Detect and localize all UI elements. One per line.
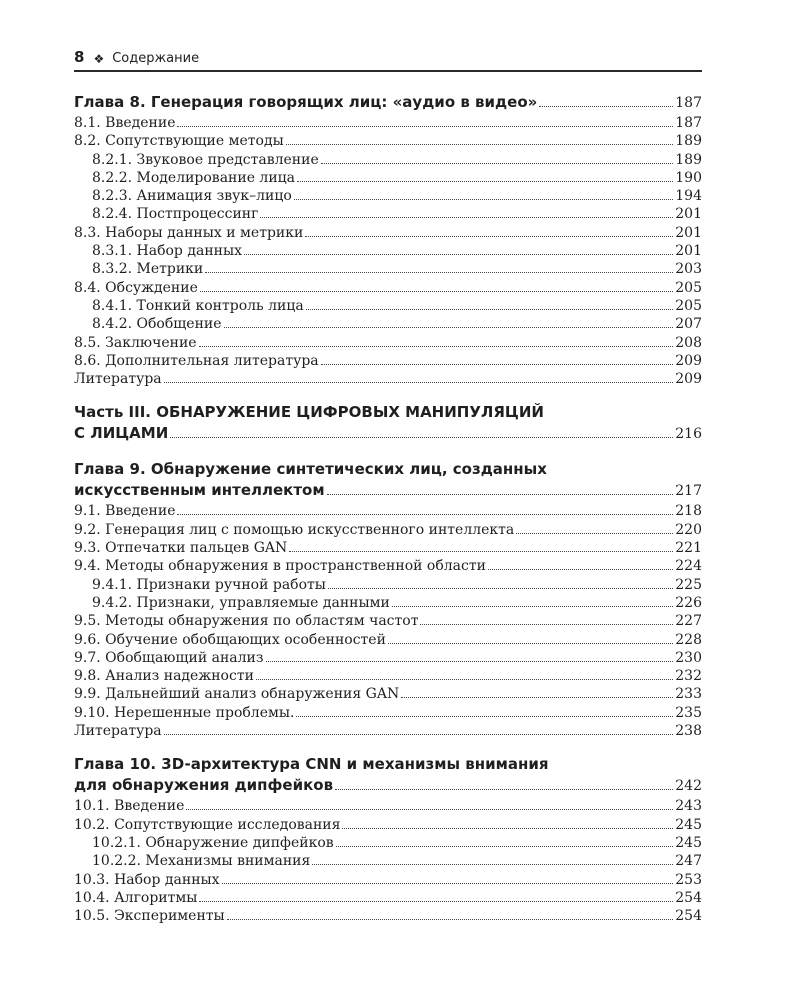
page-ref: 208 bbox=[675, 334, 702, 351]
dot-leader bbox=[205, 272, 673, 273]
entry-title: 9.8. Анализ надежности bbox=[74, 668, 254, 685]
toc-page bbox=[74, 48, 702, 925]
page-ref: 227 bbox=[675, 613, 702, 630]
page-ref: 189 bbox=[675, 151, 702, 168]
entry-title: 8.6. Дополнительная литература bbox=[74, 352, 319, 369]
dot-leader bbox=[336, 846, 674, 847]
toc-entry[interactable] bbox=[74, 242, 702, 260]
page-ref: 245 bbox=[675, 816, 702, 833]
entry-title: 9.9. Дальнейший анализ обнаружения GAN bbox=[74, 686, 400, 703]
entry-title: 9.1. Введение bbox=[74, 503, 176, 520]
dot-leader bbox=[328, 588, 673, 589]
page-ref: 201 bbox=[675, 206, 702, 223]
page-ref: 254 bbox=[675, 889, 702, 906]
dot-leader bbox=[306, 309, 674, 310]
page-ref: 217 bbox=[675, 483, 702, 500]
page-ref: 242 bbox=[675, 778, 702, 795]
toc-entry[interactable] bbox=[74, 370, 702, 388]
dot-leader bbox=[286, 144, 674, 145]
page-ref: 243 bbox=[675, 798, 702, 815]
toc-entry[interactable] bbox=[74, 187, 702, 205]
entry-title: 10.1. Введение bbox=[74, 798, 185, 815]
dot-leader bbox=[177, 126, 673, 127]
entry-title: 8.2.3. Анимация звук–лицо bbox=[92, 188, 292, 205]
entry-title: 8.3.2. Метрики bbox=[92, 261, 204, 278]
entry-title: 9.4.1. Признаки ручной работы bbox=[92, 576, 326, 593]
toc-entry[interactable] bbox=[74, 667, 702, 685]
toc-entry[interactable] bbox=[74, 852, 702, 870]
toc-entry[interactable] bbox=[74, 704, 702, 722]
entry-title: Литература bbox=[74, 723, 162, 740]
entry-title: 8.3. Наборы данных и метрики bbox=[74, 224, 304, 241]
page-ref: 232 bbox=[675, 668, 702, 685]
page-ref: 203 bbox=[675, 261, 702, 278]
page-ref: 207 bbox=[675, 316, 702, 333]
page-ref: 247 bbox=[675, 853, 702, 870]
running-head-title: Содержание bbox=[112, 51, 200, 66]
dot-leader bbox=[266, 661, 674, 662]
page-ref: 216 bbox=[675, 426, 702, 443]
toc-entry[interactable] bbox=[74, 557, 702, 575]
dot-leader bbox=[335, 789, 673, 790]
dot-leader bbox=[388, 643, 673, 644]
heading-row bbox=[74, 480, 702, 502]
toc-entry[interactable] bbox=[74, 169, 702, 187]
dot-leader bbox=[516, 533, 673, 534]
toc-entry[interactable] bbox=[74, 594, 702, 612]
page-ref: 225 bbox=[675, 576, 702, 593]
entry-title: 10.5. Эксперименты bbox=[74, 908, 225, 925]
toc-entry[interactable] bbox=[74, 649, 702, 667]
dot-leader bbox=[321, 364, 674, 365]
page-ref: 253 bbox=[675, 871, 702, 888]
dot-leader bbox=[244, 254, 673, 255]
toc-entry[interactable] bbox=[74, 279, 702, 297]
dot-leader bbox=[186, 809, 673, 810]
page-ref: 230 bbox=[675, 649, 702, 666]
toc-entry[interactable] bbox=[74, 576, 702, 594]
toc-entry[interactable] bbox=[74, 907, 702, 925]
heading-title: для обнаружения дипфейков bbox=[74, 776, 334, 795]
entry-title: 10.2. Сопутствующие исследования bbox=[74, 816, 341, 833]
page-ref: 201 bbox=[675, 224, 702, 241]
heading-title: С ЛИЦАМИ bbox=[74, 424, 169, 443]
toc-entry[interactable] bbox=[74, 797, 702, 815]
dot-leader bbox=[199, 901, 673, 902]
entry-title: 8.5. Заключение bbox=[74, 334, 197, 351]
entry-title: 8.2.2. Моделирование лица bbox=[92, 169, 296, 186]
entry-title: 8.4. Обсуждение bbox=[74, 279, 198, 296]
heading-line: Глава 10. 3D-архитектура CNN и механизмы внимания bbox=[74, 755, 549, 774]
toc-entry[interactable] bbox=[74, 871, 702, 889]
toc-heading[interactable] bbox=[74, 459, 702, 502]
dot-leader bbox=[256, 679, 673, 680]
entry-title: 8.2.4. Постпроцессинг bbox=[92, 206, 259, 223]
heading-title: Глава 8. Генерация говорящих лиц: «аудио в видео» bbox=[74, 93, 538, 111]
heading-title: искусственным интеллектом bbox=[74, 481, 325, 500]
entry-title: 8.4.1. Тонкий контроль лица bbox=[92, 297, 304, 314]
toc-entry[interactable] bbox=[74, 260, 702, 278]
page-ref: 205 bbox=[675, 297, 702, 314]
dot-leader bbox=[305, 236, 673, 237]
toc-entry[interactable] bbox=[74, 834, 702, 852]
dot-leader bbox=[539, 106, 673, 107]
dot-leader bbox=[200, 291, 673, 292]
entry-title: 9.4.2. Признаки, управляемые данными bbox=[92, 594, 390, 611]
dot-leader bbox=[321, 163, 674, 164]
entry-title: 9.10. Нерешенные проблемы. bbox=[74, 704, 295, 721]
dot-leader bbox=[420, 624, 673, 625]
page-ref: 226 bbox=[675, 594, 702, 611]
entry-title: Литература bbox=[74, 371, 162, 388]
entry-title: 9.2. Генерация лиц с помощью искусственного интеллекта bbox=[74, 521, 515, 538]
dot-leader bbox=[296, 716, 673, 717]
toc-entry[interactable] bbox=[74, 334, 702, 352]
dot-leader bbox=[401, 697, 673, 698]
toc-entry[interactable] bbox=[74, 521, 702, 539]
dot-leader bbox=[177, 514, 673, 515]
toc-entry[interactable] bbox=[74, 205, 702, 223]
page-ref: 187 bbox=[675, 95, 702, 111]
page-ref: 220 bbox=[675, 521, 702, 538]
dot-leader bbox=[199, 346, 674, 347]
dot-leader bbox=[227, 919, 674, 920]
page-ref: 209 bbox=[675, 352, 702, 369]
dot-leader bbox=[289, 551, 673, 552]
toc-entry[interactable] bbox=[74, 685, 702, 703]
page-ref: 190 bbox=[675, 169, 702, 186]
dot-leader bbox=[312, 864, 673, 865]
heading-row bbox=[74, 92, 702, 114]
entry-title: 8.2.1. Звуковое представление bbox=[92, 151, 319, 168]
running-head bbox=[74, 48, 702, 72]
heading-row bbox=[74, 775, 702, 797]
dot-leader bbox=[294, 199, 673, 200]
toc-heading[interactable] bbox=[74, 92, 702, 114]
heading-line: Часть III. ОБНАРУЖЕНИЕ ЦИФРОВЫХ МАНИПУЛЯЦИЙ bbox=[74, 403, 544, 422]
heading-line: Глава 9. Обнаружение синтетических лиц, созданных bbox=[74, 460, 547, 479]
toc-entry[interactable] bbox=[74, 132, 702, 150]
page-ref: 224 bbox=[675, 558, 702, 575]
entry-title: 8.4.2. Обобщение bbox=[92, 316, 222, 333]
entry-title: 8.2. Сопутствующие методы bbox=[74, 133, 284, 150]
page-number: 8 bbox=[74, 48, 85, 66]
entry-title: 8.3.1. Набор данных bbox=[92, 243, 243, 260]
entry-title: 10.3. Набор данных bbox=[74, 871, 220, 888]
dot-leader bbox=[170, 437, 673, 438]
toc-entry[interactable] bbox=[74, 722, 702, 740]
entry-title: 10.2.1. Обнаружение дипфейков bbox=[92, 834, 334, 851]
entry-title: 10.4. Алгоритмы bbox=[74, 889, 198, 906]
entry-title: 10.2.2. Механизмы внимания bbox=[92, 853, 311, 870]
entry-title: 9.7. Обобщающий анализ bbox=[74, 649, 264, 666]
dot-leader bbox=[164, 734, 674, 735]
table-of-contents bbox=[74, 92, 702, 925]
page-ref: 254 bbox=[675, 908, 702, 925]
entry-title: 9.5. Методы обнаружения по областям частот bbox=[74, 613, 419, 630]
page-ref: 187 bbox=[675, 115, 702, 131]
dot-leader bbox=[488, 569, 673, 570]
dot-leader bbox=[392, 606, 673, 607]
dot-leader bbox=[297, 181, 673, 182]
page-ref: 201 bbox=[675, 243, 702, 260]
entry-title: 9.6. Обучение обобщающих особенностей bbox=[74, 631, 386, 648]
page-ref: 218 bbox=[675, 503, 702, 520]
toc-entry[interactable] bbox=[74, 631, 702, 649]
page-ref: 221 bbox=[675, 540, 702, 557]
dot-leader bbox=[222, 883, 674, 884]
toc-entry[interactable] bbox=[74, 352, 702, 370]
toc-entry[interactable] bbox=[74, 539, 702, 557]
dot-leader bbox=[260, 217, 673, 218]
toc-entry[interactable] bbox=[74, 502, 702, 520]
page-ref: 233 bbox=[675, 686, 702, 703]
page-ref: 189 bbox=[675, 133, 702, 150]
toc-entry[interactable] bbox=[74, 889, 702, 907]
toc-entry[interactable] bbox=[74, 151, 702, 169]
page-ref: 194 bbox=[675, 188, 702, 205]
toc-heading[interactable] bbox=[74, 754, 702, 797]
dot-leader bbox=[164, 382, 674, 383]
toc-entry[interactable] bbox=[74, 114, 702, 132]
heading-row bbox=[74, 423, 702, 445]
toc-heading[interactable] bbox=[74, 402, 702, 445]
page-ref: 209 bbox=[675, 371, 702, 388]
entry-title: 9.4. Методы обнаружения в пространственной области bbox=[74, 558, 486, 575]
entry-title: 9.3. Отпечатки пальцев GAN bbox=[74, 540, 288, 557]
page-ref: 245 bbox=[675, 834, 702, 851]
dot-leader bbox=[342, 828, 673, 829]
entry-title: 8.1. Введение bbox=[74, 115, 176, 131]
ornament-icon: ❖ bbox=[93, 52, 105, 66]
dot-leader bbox=[224, 327, 674, 328]
toc-entry[interactable] bbox=[74, 297, 702, 315]
page-ref: 238 bbox=[675, 723, 702, 740]
toc-entry[interactable] bbox=[74, 315, 702, 333]
toc-entry[interactable] bbox=[74, 224, 702, 242]
page-ref: 235 bbox=[675, 704, 702, 721]
page-ref: 228 bbox=[675, 631, 702, 648]
dot-leader bbox=[327, 494, 674, 495]
toc-entry[interactable] bbox=[74, 612, 702, 630]
toc-entry[interactable] bbox=[74, 816, 702, 834]
page-ref: 205 bbox=[675, 279, 702, 296]
